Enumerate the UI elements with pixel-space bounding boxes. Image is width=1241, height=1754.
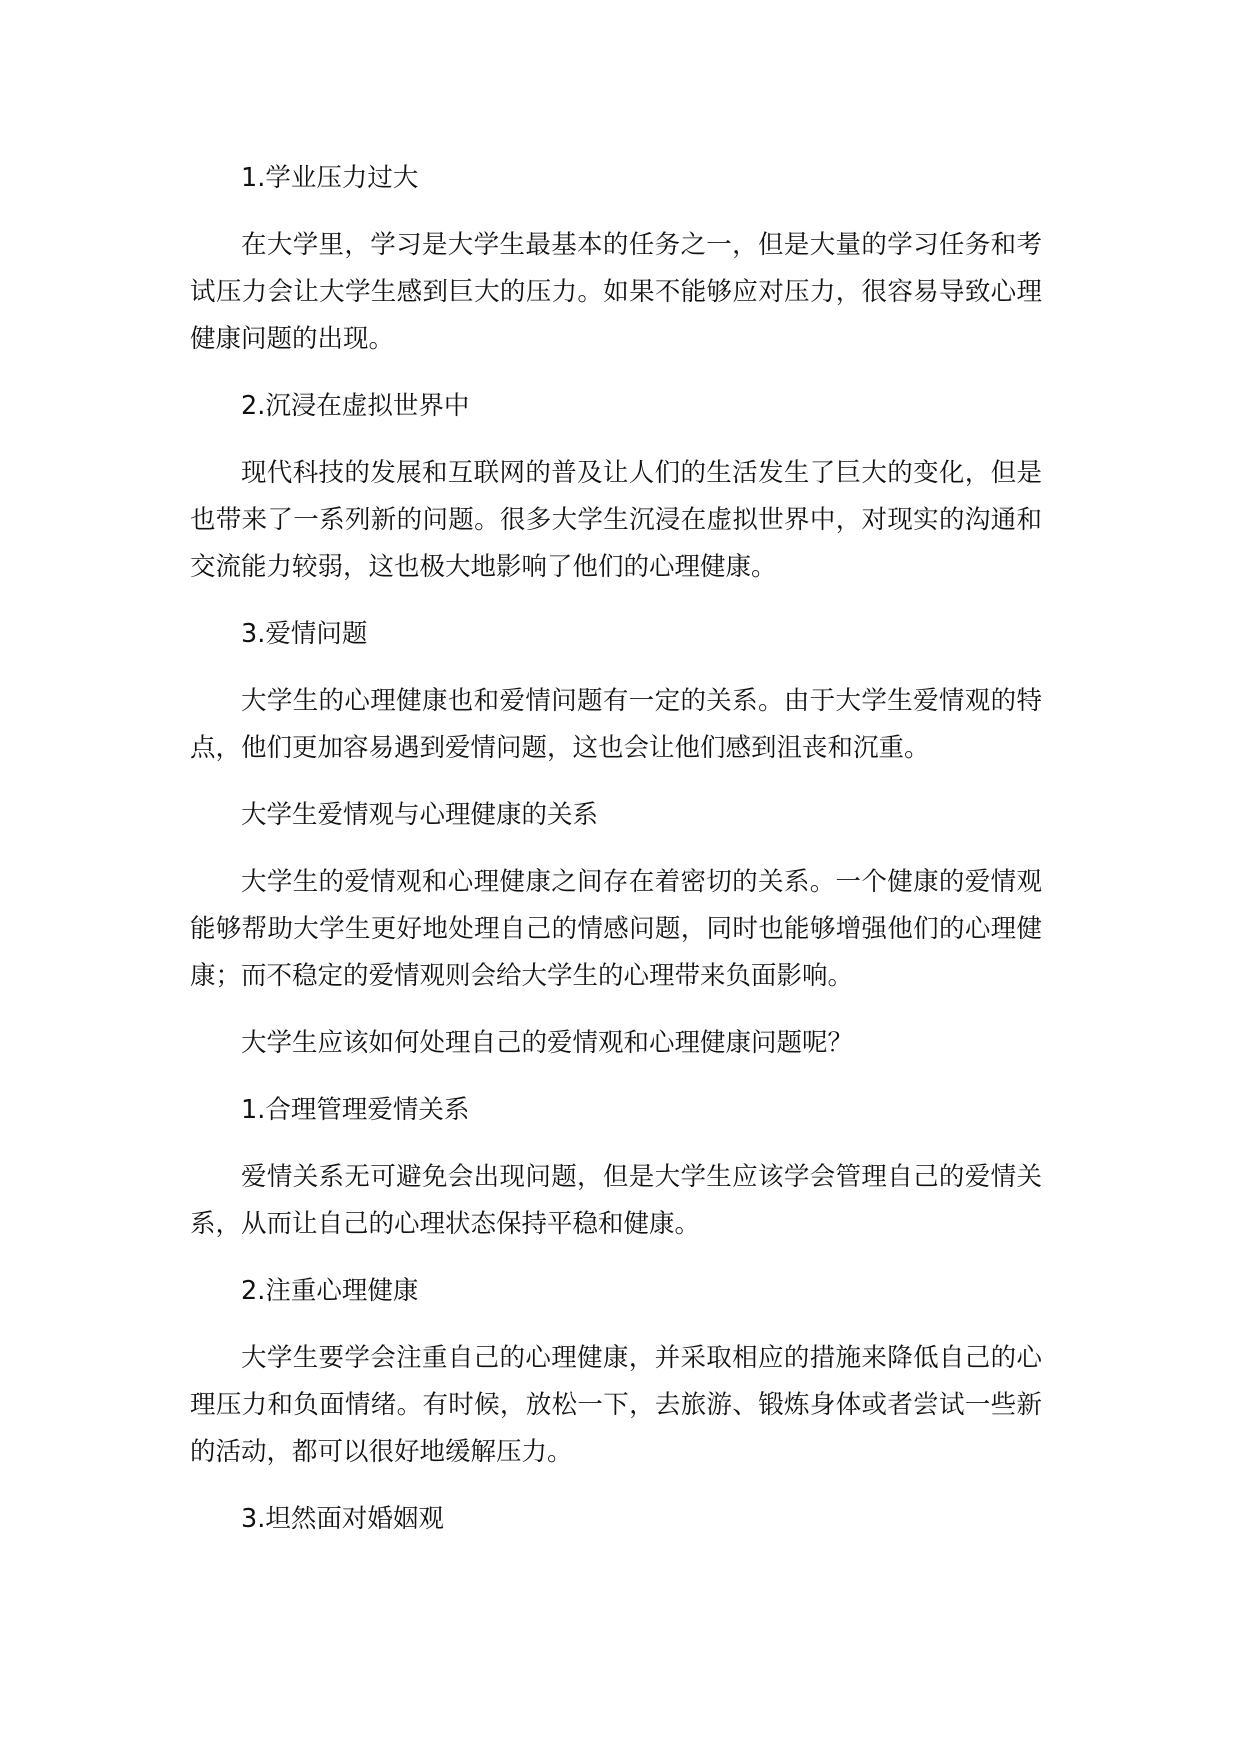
section-heading-manage-relationship: 1.合理管理爱情关系 bbox=[241, 1095, 470, 1125]
document-body bbox=[190, 155, 1042, 1563]
section-heading-virtual-world: 2.沉浸在虚拟世界中 bbox=[241, 391, 470, 421]
section-heading-mental-health: 2.注重心理健康 bbox=[241, 1276, 419, 1306]
section-heading-academic-pressure: 1.学业压力过大 bbox=[241, 163, 419, 193]
section-heading-love-issues: 3.爱情问题 bbox=[241, 619, 368, 649]
section-heading-love-and-health: 大学生爱情观与心理健康的关系 bbox=[241, 800, 599, 830]
section-heading-marriage-view: 3.坦然面对婚姻观 bbox=[241, 1504, 444, 1534]
paragraph-academic-pressure: 在大学里，学习是大学生最基本的任务之一，但是大量的学习任务和考试压力会让大学生感到巨大的压力。如果不能够应对压力，很容易导致心理健康问题的出现。 bbox=[190, 230, 1042, 354]
paragraph-mental-health: 大学生要学会注重自己的心理健康，并采取相应的措施来降低自己的心理压力和负面情绪。有时候，放松一下，去旅游、锻炼身体或者尝试一些新的活动，都可以很好地缓解压力。 bbox=[190, 1343, 1042, 1467]
paragraph-love-and-health: 大学生的爱情观和心理健康之间存在着密切的关系。一个健康的爱情观能够帮助大学生更好地处理自己的情感问题，同时也能够增强他们的心理健康；而不稳定的爱情观则会给大学生的心理带来负面影响。 bbox=[190, 867, 1042, 991]
paragraph-virtual-world: 现代科技的发展和互联网的普及让人们的生活发生了巨大的变化，但是也带来了一系列新的问题。很多大学生沉浸在虚拟世界中，对现实的沟通和交流能力较弱，这也极大地影响了他们的心理健康。 bbox=[190, 458, 1042, 582]
paragraph-love-issues: 大学生的心理健康也和爱情问题有一定的关系。由于大学生爱情观的特点，他们更加容易遇到爱情问题，这也会让他们感到沮丧和沉重。 bbox=[190, 686, 1042, 763]
paragraph-manage-relationship: 爱情关系无可避免会出现问题，但是大学生应该学会管理自己的爱情关系，从而让自己的心理状态保持平稳和健康。 bbox=[190, 1162, 1042, 1239]
section-heading-how-to-handle: 大学生应该如何处理自己的爱情观和心理健康问题呢？ bbox=[241, 1028, 854, 1058]
